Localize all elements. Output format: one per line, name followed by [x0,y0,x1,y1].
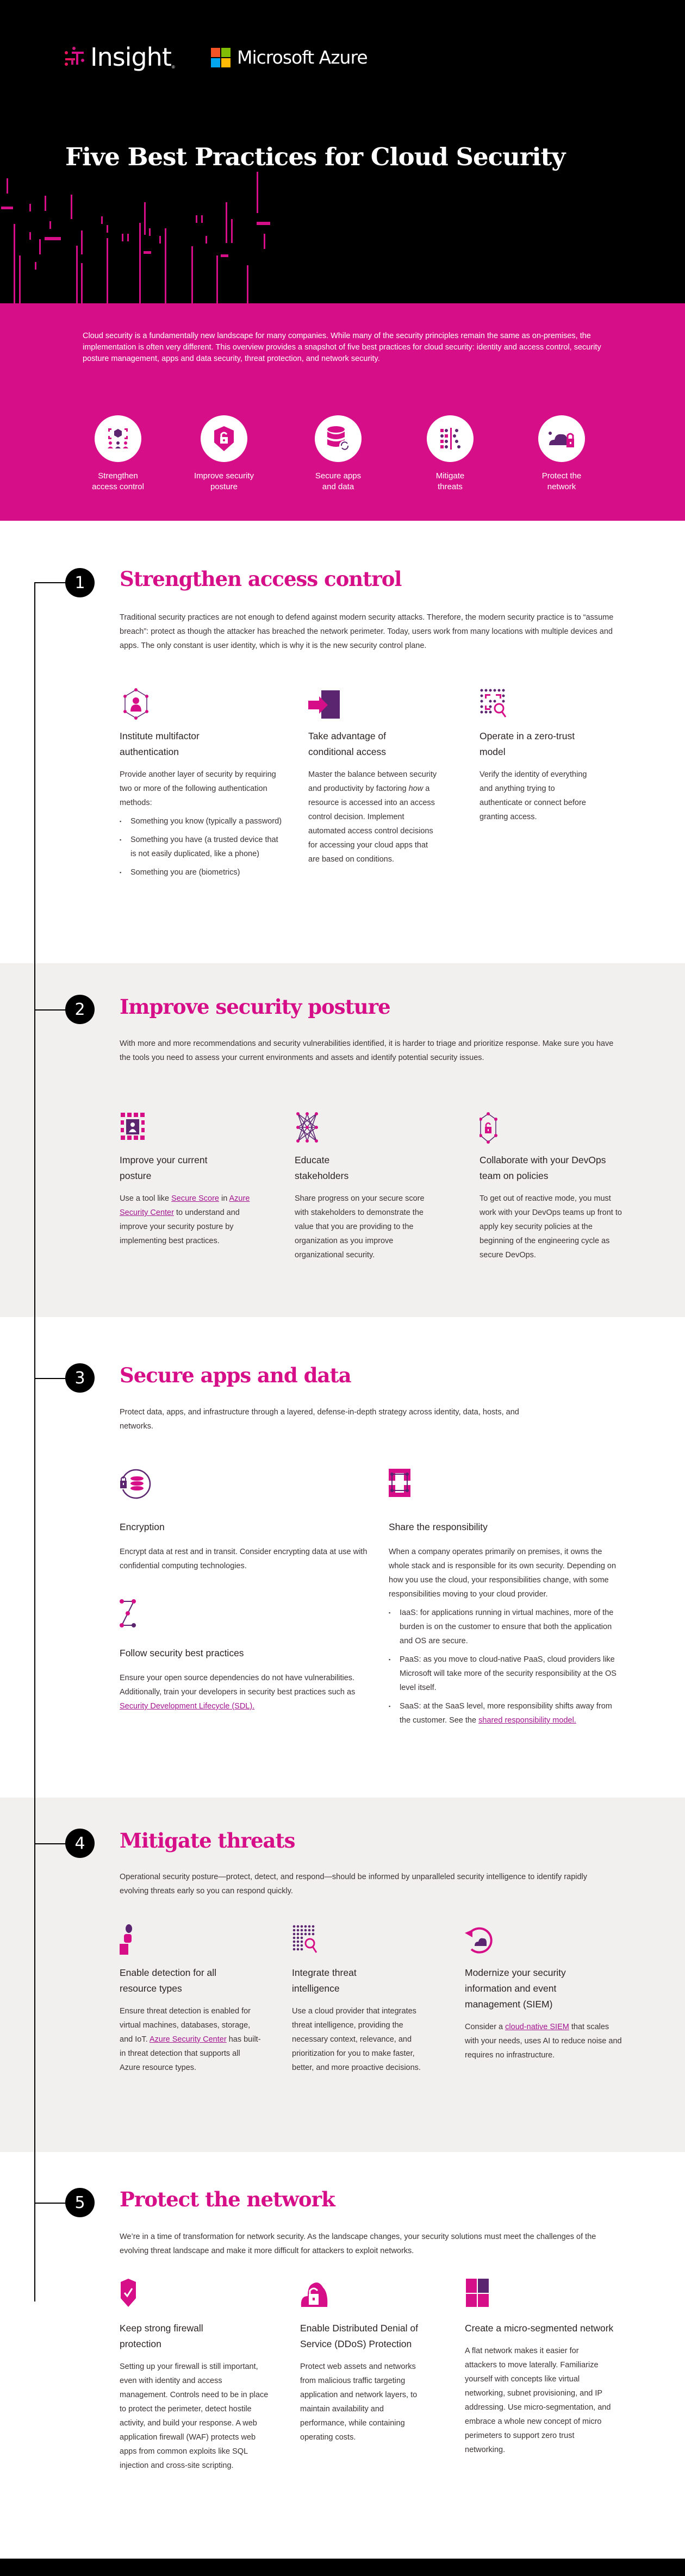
bullet-item: ▪ PaaS: as you move to cloud-native PaaS, cloud providers like Microsoft will take more of the security responsibility at the OS level itself. [389,1652,622,1695]
encrypted-database-icon [120,1468,152,1500]
access-control-icon [106,427,130,451]
card-multifactor [120,688,283,884]
timeline-connector [34,1843,67,1844]
card-body: Use a cloud provider that integrates threat intelligence, providing the necessary context, relevance, and prioritization for you to make faster, better, and more proactive decisions. [292,2007,421,2072]
card-conditional-access [308,688,444,866]
timeline-connector [34,1378,67,1379]
section-intro: Traditional security practices are not enough to defend against modern security attacks. Therefore, the modern security practice is to “assume breach”: protect as though the attacker has breached the network perimeter. Today, users work from many locations with multiple devices and apps. The only constant is user identity, which is why it is the new security control plane. [120,613,614,650]
card-title: Share the responsibility [389,1521,488,1532]
card-title: Follow security best practices [120,1648,244,1658]
card-body-emphasis: how [408,784,424,793]
card-siem [465,1924,622,2062]
user-hexagon-icon [120,688,152,720]
card-body [465,2020,622,2062]
card-title: Take advantage of conditional access [308,731,387,757]
bullet-text: SaaS: at the SaaS level, more responsibility shifts away from the customer. See the [400,1702,612,1725]
sign-in-arrow-icon [308,688,341,720]
section-title: Strengthen access control [120,567,402,591]
id-badge-icon [120,1112,152,1144]
card-title: Operate in a zero-trust model [479,731,575,757]
timeline-line [34,582,35,2301]
card-body-text: to understand and improve your security posture by implementing best practices. [120,1208,240,1245]
scan-search-icon [479,688,512,720]
card-title: Educate stakeholders [295,1155,349,1181]
card-body-text: in [219,1194,229,1203]
pillar-label: Strengthen [98,471,138,481]
path-nodes-icon [120,1599,152,1632]
insight-mark-icon [64,46,86,68]
card-body-text: Master the balance between security and productivity by factoring [308,770,437,793]
shield-check-icon [120,2278,152,2310]
segments-icon [465,2278,497,2310]
card-zero-trust [479,688,615,824]
pillar-label: Secure apps [315,471,362,481]
bullet-item: ▪ IaaS: for applications running in virtual machines, more of the burden is on the customer to ensure that both the application and OS are secure. [389,1606,622,1648]
cloud-native-siem-link[interactable]: cloud-native SIEM [505,2023,569,2031]
card-body-text: Ensure your open source dependencies do not have vulnerabilities. Additionally, train your developers in security best practices such as [120,1674,356,1696]
card-devops [479,1112,626,1262]
microsoft-tiles-icon [211,48,231,67]
section-number-badge: 2 [65,995,95,1024]
pillar-label: threats [438,482,463,491]
card-body [120,1192,250,1248]
card-title: Collaborate with your DevOps team on policies [479,1155,606,1181]
card-body: A flat network makes it easier for attackers to move laterally. Familiarize yourself with concepts like virtual networking, subnet provisioning, and IP addressing. Use micro-segmentation, and embrace a whole new concept of micro perimeters to support zero trust networking. [465,2347,611,2454]
footer-bar [0,2559,685,2576]
card-firewall [120,2278,272,2473]
card-body [120,1671,364,1713]
card-enable-detection [120,1924,272,2075]
pillar-strengthen-access[interactable] [72,415,164,492]
card-body-text: that scales with your needs, uses AI to reduce noise and requires no infrastructure. [465,2023,622,2060]
card-ddos [300,2278,441,2444]
detection-steps-icon [120,1924,152,1957]
pillar-label: access control [92,482,144,491]
card-body: Protect web assets and networks from malicious traffic targeting application and network layers, to maintain availability and performance, while containing operating costs. [300,2362,418,2442]
database-sync-icon [325,425,351,452]
section-title: Secure apps and data [120,1363,351,1387]
section-number-badge: 4 [65,1829,95,1858]
card-body-text: has built-in threat detection that supports all Azure resource types. [120,2035,261,2072]
card-micro-segmented [465,2278,622,2457]
card-body: To get out of reactive mode, you must work with your DevOps teams up front to apply key security policies at the beginning of the engineering cycle as secure DevOps. [479,1194,622,1259]
card-educate [295,1112,431,1262]
sdl-link[interactable]: Security Development Lifecycle (SDL). [120,1702,255,1711]
shield-lock-icon [212,425,236,452]
card-body-text: Consider a [465,2023,506,2031]
section-title: Protect the network [120,2187,335,2211]
cloud-lock-icon [300,2278,333,2310]
registered-mark: ® [171,65,175,70]
lock-hexagon-icon [479,1112,512,1144]
card-title: Institute multifactor authentication [120,731,200,757]
pillar-label: posture [210,482,238,491]
card-title: Create a micro-segmented network [465,2323,614,2334]
card-body: Provide another layer of security by requiring two or more of the following authentication methods: [120,770,276,807]
card-encryption [120,1468,375,1573]
microsoft-azure-logo [211,47,368,68]
card-title: Enable Distributed Denial of Service (DDoS) Protection [300,2323,418,2349]
section-intro: Protect data, apps, and infrastructure through a layered, defense-in-depth strategy across identity, data, hosts, and networks. [120,1408,519,1431]
pillar-label: network [547,482,576,491]
section-intro: With more and more recommendations and security vulnerabilities identified, it is harder to triage and prioritize response. Make sure you have the tools you need to assess your current environments and assets and identify potential security issues. [120,1039,614,1062]
card-body [308,768,439,866]
section-number-badge: 1 [65,568,95,597]
bullet-item: ▪ Something you are (biometrics) [120,865,283,880]
pillar-label: Improve security [194,471,254,481]
card-body-text: Ensure threat detection is enabled for virtual machines, databases, storage, and IoT. [120,2007,251,2044]
page-title: Five Best Practices for Cloud Security [65,142,565,171]
card-body: When a company operates primarily on premises, it owns the whole stack and is responsible for its own security. Depending on how you use the cloud, your responsibilities change, with some responsibilities moving to your cloud provider. [389,1548,616,1599]
intro-band [0,303,685,521]
pillar-label: Protect the [541,471,582,481]
pillar-secure-apps[interactable] [292,415,384,492]
timeline-connector [34,2203,67,2204]
pillar-mitigate-threats[interactable] [404,415,496,492]
card-body-text: Use a tool like [120,1194,172,1203]
bullet-list [120,814,283,880]
azure-security-center-link[interactable]: Azure Security Center [120,1194,250,1217]
card-body: Verify the identity of everything and anything trying to authenticate or connect before granting access. [479,770,587,821]
section-number-badge: 5 [65,2188,95,2217]
timeline-connector [34,1009,67,1011]
pillar-improve-posture[interactable] [178,415,270,492]
pillar-label: Mitigate [435,471,465,481]
section-intro: We’re in a time of transformation for network security. As the landscape changes, your security solutions must meet the challenges of the evolving threat landscape and make it more difficult for attackers to exploit networks. [120,2232,596,2255]
bullet-list [389,1606,622,1727]
section-title: Improve security posture [120,995,390,1019]
secure-score-link[interactable]: Secure Score [171,1194,219,1203]
card-body-text: a resource is accessed into an access control decision. Implement automated access control decisions for accessing your cloud apps that are based on conditions. [308,784,435,864]
microsoft-azure-wordmark: Microsoft Azure [237,47,368,68]
section-title: Mitigate threats [120,1829,295,1853]
card-title: Keep strong firewall protection [120,2323,203,2349]
card-body: Setting up your firewall is still important, even with identity and access management. Controls need to be in place to protect the perimeter, detect hostile activity, and build your response. A web application firewall (WAF) protects web apps from common exploits like SQL injection and cross-site scripting. [120,2362,269,2470]
threat-grid-icon [438,427,462,451]
section-number-badge: 3 [65,1363,95,1393]
cloud-lock-icon [547,428,576,450]
intro-text: Cloud security is a fundamentally new landscape for many companies. While many of the security principles remain the same as on-premises, the implementation is often very different. This overview provides a snapshot of five best practices for cloud security: identity and access control, security posture management, apps and data security, threat protection, and network security. [83,332,601,363]
hero-banner [0,0,685,303]
card-title: Improve your current posture [120,1155,208,1181]
insight-wordmark: Insight [90,42,171,72]
grid-search-icon [292,1924,325,1957]
card-title: Enable detection for all resource types [120,1967,217,1994]
network-mesh-icon [295,1112,327,1144]
card-current-posture [120,1112,256,1248]
insight-logo [64,42,175,72]
card-best-practices [120,1599,375,1713]
section-intro: Operational security posture—protect, detect, and respond—should be informed by unparalleled security intelligence to identify rapidly evolving threats early so you can respond quickly. [120,1873,588,1895]
bullet-item [389,1699,622,1727]
pillar-label: and data [322,482,354,491]
card-title: Integrate threat intelligence [292,1967,357,1994]
pillar-protect-network[interactable] [515,415,608,492]
card-body: Share progress on your secure score with stakeholders to demonstrate the value that you are providing to the organization as you improve organizational security. [295,1194,425,1259]
card-body: Encrypt data at rest and in transit. Consider encrypting data at use with confidential computing technologies. [120,1548,368,1570]
shared-responsibility-link[interactable]: shared responsibility model. [478,1716,576,1725]
timeline-connector [34,582,67,583]
card-share-responsibility [389,1468,622,1732]
bullet-item: ▪ Something you know (typically a password) [120,814,283,828]
card-title: Modernize your security information and event management (SIEM) [465,1967,566,2010]
azure-security-center-link[interactable]: Azure Security Center [149,2035,227,2044]
card-title: Encryption [120,1521,165,1532]
card-threat-intelligence [292,1924,433,2075]
cloud-refresh-icon [465,1924,497,1957]
card-body [120,2004,261,2075]
shared-blocks-icon [389,1468,421,1500]
bullet-item: ▪ Something you have (a trusted device that is not easily duplicated, like a phone) [120,833,283,861]
